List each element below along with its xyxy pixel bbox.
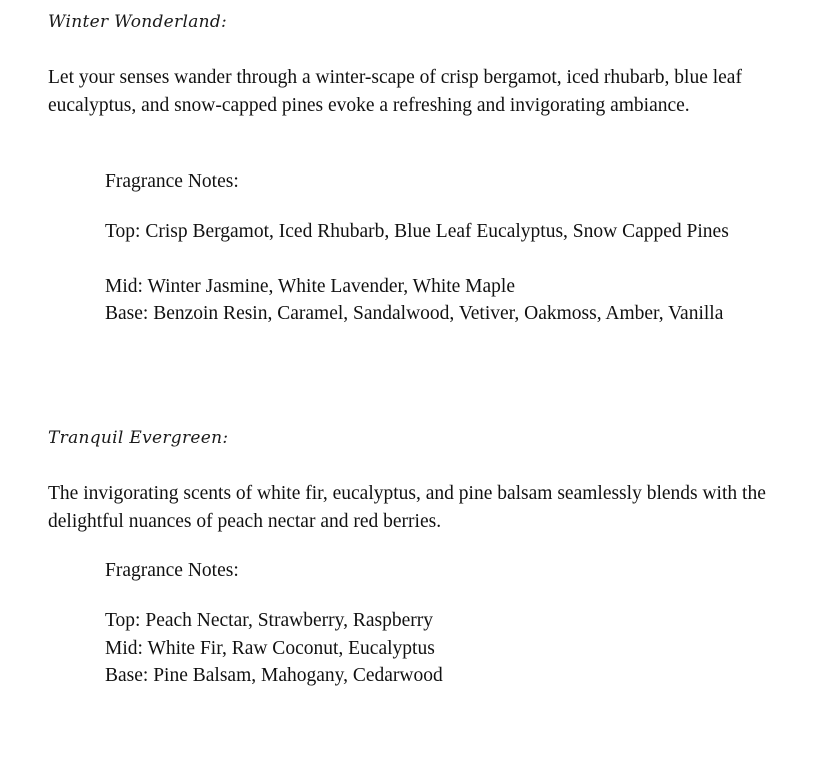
base-notes: Base: Pine Balsam, Mahogany, Cedarwood [105, 665, 443, 686]
top-notes: Top: Crisp Bergamot, Iced Rhubarb, Blue Leaf Eucalyptus, Snow Capped Pines [105, 221, 729, 242]
section-title-winter-wonderland: Winter Wonderland: [48, 12, 228, 32]
top-notes: Top: Peach Nectar, Strawberry, Raspberry [105, 610, 433, 631]
base-notes: Base: Benzoin Resin, Caramel, Sandalwood, Vetiver, Oakmoss, Amber, Vanilla [105, 303, 724, 324]
fragrance-notes-label: Fragrance Notes: [105, 560, 239, 581]
section-description-tranquil-evergreen: The invigorating scents of white fir, eucalyptus, and pine balsam seamlessly blends with the delightful nuances of peach nectar and red berries. [48, 483, 766, 532]
section-description-winter-wonderland: Let your senses wander through a winter-scape of crisp bergamot, iced rhubarb, blue leaf eucalyptus, and snow-capped pines evoke a refreshing and invigorating ambiance. [48, 67, 742, 116]
mid-notes: Mid: White Fir, Raw Coconut, Eucalyptus [105, 638, 435, 659]
fragrance-notes-label: Fragrance Notes: [105, 171, 239, 192]
mid-notes: Mid: Winter Jasmine, White Lavender, White Maple [105, 276, 515, 297]
section-title-tranquil-evergreen: Tranquil Evergreen: [48, 428, 229, 448]
